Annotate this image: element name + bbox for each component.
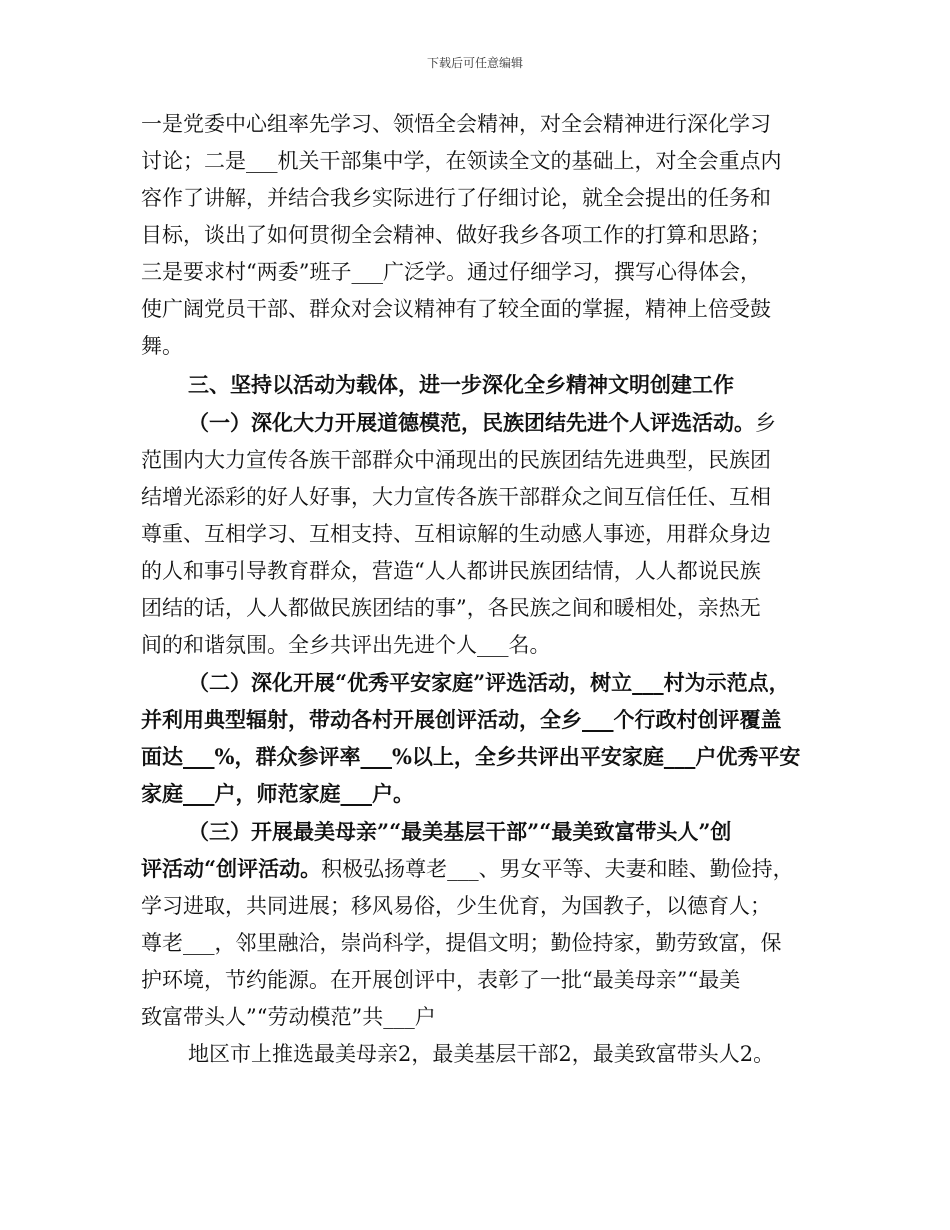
text-line: 团结的话，人人都做民族团结的事”，各民族之间和暖相处，亲热无 bbox=[141, 596, 761, 620]
text-line: 一是党委中心组率先学习、领悟全会精神，对全会精神进行深化学习 bbox=[141, 112, 771, 136]
mixed-text-line bbox=[141, 855, 794, 883]
bold-text-line: 并利用典型辐射，带动各村开展创评活动，全乡___个行政村创评覆盖 bbox=[141, 707, 782, 732]
text-run: 积极弘扬尊老___、男女平等、夫妻和睦、勤俭持， bbox=[321, 857, 794, 881]
text-line: 三是要求村“两委”班子___广泛学。通过仔细学习，撰写心得体会， bbox=[141, 260, 761, 284]
text-line: 舞。 bbox=[141, 334, 183, 358]
text-line: 尊老___，邻里融洽，崇尚科学，提倡文明；勤俭持家，勤劳致富，保 bbox=[141, 931, 782, 955]
text-line: 尊重、互相学习、互相支持、互相谅解的生动感人事迹，用群众身边 bbox=[141, 522, 771, 546]
text-line: 结增光添彩的好人好事，大力宣传各族干部群众之间互信任任、互相 bbox=[141, 485, 771, 509]
text-line: 地区市上推选最美母亲2，最美基层干部2，最美致富带头人2。 bbox=[188, 1042, 775, 1066]
text-line: 讨论；二是___机关干部集中学，在领读全文的基础上，对全会重点内 bbox=[141, 149, 782, 173]
bold-text-line: （三）开展最美母亲”“最美基层干部”“最美致富带头人”创 bbox=[188, 819, 732, 844]
subsection-heading: 评活动“创评活动。 bbox=[141, 856, 322, 881]
text-line: 的人和事引导教育群众，营造“人人都讲民族团结情，人人都说民族 bbox=[141, 559, 761, 583]
text-line: 间的和谐氛围。全乡共评出先进个人___名。 bbox=[141, 633, 551, 657]
text-line: 范围内大力宣传各族干部群众中涌现出的民族团结先进典型，民族团 bbox=[141, 448, 771, 472]
text-line: 护环境，节约能源。在开展创评中，表彰了一批“最美母亲”“最美 bbox=[141, 968, 741, 992]
subsection-heading: （一）深化大力开展道德模范，民族团结先进个人评选活动。 bbox=[188, 410, 755, 435]
bold-text-line: 面达___%，群众参评率___%以上，全乡共评出平安家庭___户优秀平安 bbox=[141, 744, 801, 769]
text-line: 致富带头人”“劳动模范”共___户 bbox=[141, 1005, 436, 1029]
section-heading: 三、坚持以活动为载体，进一步深化全乡精神文明创建工作 bbox=[188, 372, 734, 397]
page-header: 下载后可任意编辑 bbox=[426, 56, 523, 70]
text-line: 学习进取，共同进展；移风易俗，少生优育，为国教子，以德育人； bbox=[141, 894, 771, 918]
text-line: 使广阔党员干部、群众对会议精神有了较全面的掌握，精神上倍受鼓 bbox=[141, 297, 771, 321]
bold-text-line: （二）深化开展“优秀平安家庭”评选活动，树立___村为示范点， bbox=[188, 670, 790, 695]
text-line: 容作了讲解，并结合我乡实际进行了仔细讨论，就全会提出的任务和 bbox=[141, 186, 771, 210]
subsection-line bbox=[188, 409, 776, 437]
text-run: 乡 bbox=[755, 411, 776, 435]
text-line: 目标，谈出了如何贯彻全会精神、做好我乡各项工作的打算和思路； bbox=[141, 223, 771, 247]
bold-text-line: 家庭___户，师范家庭___户。 bbox=[141, 781, 414, 806]
